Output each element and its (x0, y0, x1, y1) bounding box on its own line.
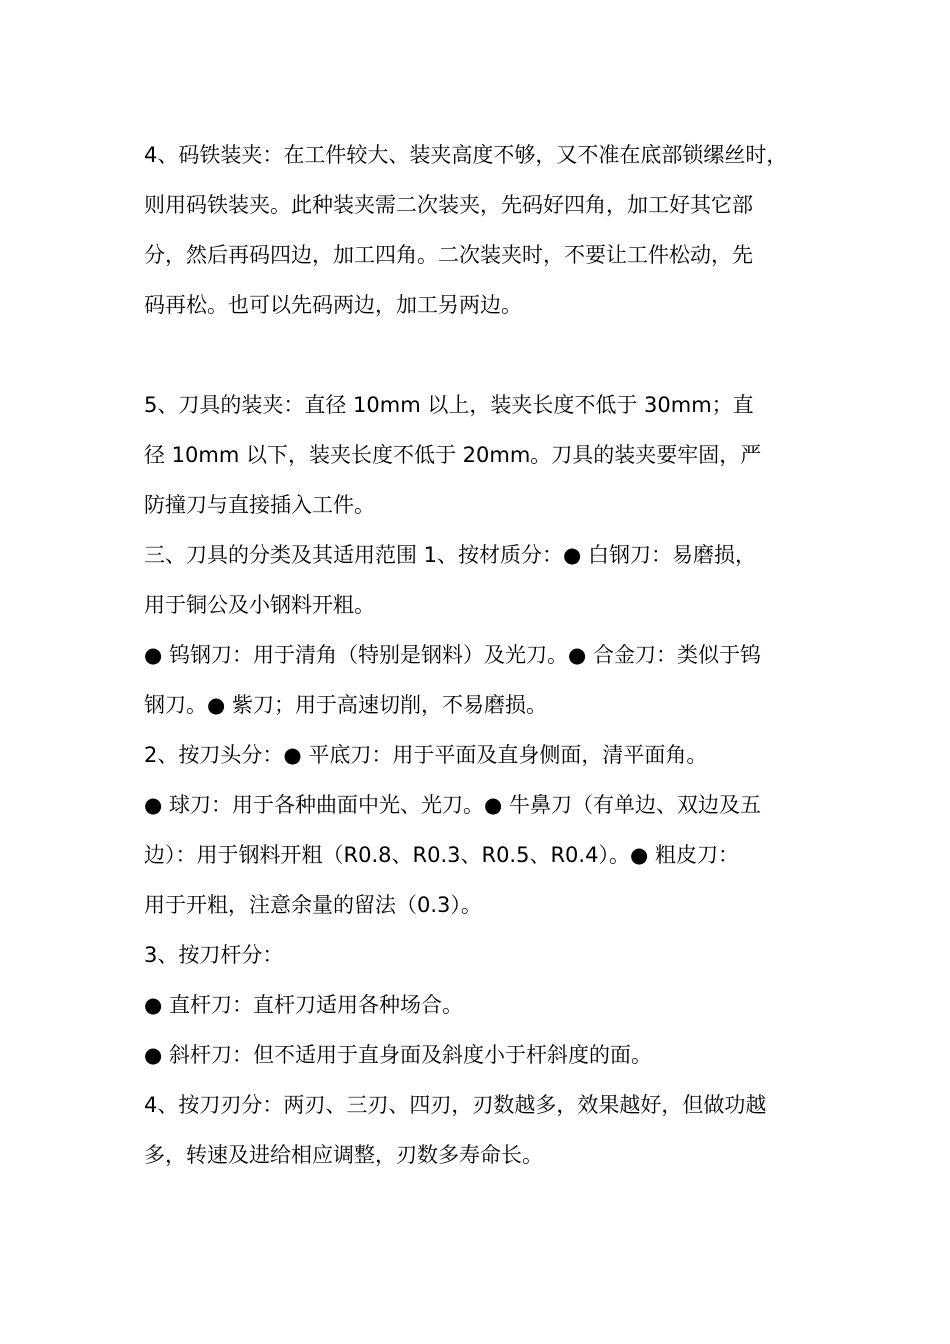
paragraph-straight-shank (144, 980, 824, 1030)
paragraph-tungsten-tools (144, 630, 824, 730)
text-line: 用于铜公及小钢料开粗。 (144, 593, 375, 617)
text-line: 用于开粗，注意余量的留法（0.3）。 (144, 893, 482, 917)
paragraph-by-flutes (144, 1080, 824, 1180)
text-line: 防撞刀与直接插入工件。 (144, 493, 375, 517)
text-line: 则用码铁装夹。此种装夹需二次装夹，先码好四角，加工好其它部 (144, 193, 753, 217)
paragraph-tapered-shank (144, 1030, 824, 1080)
paragraph-by-shank (144, 930, 824, 980)
text-line: 4、按刀刃分：两刃、三刃、四刃，刃数越多，效果越好，但做功越 (144, 1093, 767, 1117)
text-line: 钢刀。● 紫刀；用于高速切削，不易磨损。 (144, 693, 547, 717)
text-line: 多，转速及进给相应调整，刃数多寿命长。 (144, 1143, 543, 1167)
text-line: ● 钨钢刀：用于清角（特别是钢料）及光刀。● 合金刀：类似于钨 (144, 643, 761, 667)
paragraph-tool-classification (144, 530, 824, 630)
text-line: 码再松。也可以先码两边，加工另两边。 (144, 293, 522, 317)
text-line: 径 10mm 以下，装夹长度不低于 20mm。刀具的装夹要牢固，严 (144, 443, 762, 467)
text-line: ● 直杆刀：直杆刀适用各种场合。 (144, 993, 463, 1017)
paragraph-clamp-iron (144, 130, 824, 330)
text-line: 4、码铁装夹：在工件较大、装夹高度不够，又不准在底部锁缧丝时， (144, 143, 788, 167)
text-line: ● 球刀：用于各种曲面中光、光刀。● 牛鼻刀（有单边、双边及五 (144, 793, 761, 817)
text-line: 三、刀具的分类及其适用范围 1、按材质分：● 白钢刀：易磨损， (144, 543, 757, 567)
paragraph-by-head (144, 730, 824, 780)
text-line: 2、按刀头分：● 平底刀：用于平面及直身侧面，清平面角。 (144, 743, 708, 767)
text-line: 3、按刀杆分： (144, 943, 284, 967)
text-line: 分，然后再码四边，加工四角。二次装夹时，不要让工件松动，先 (144, 243, 753, 267)
text-line: ● 斜杆刀：但不适用于直身面及斜度小于杆斜度的面。 (144, 1043, 652, 1067)
text-line: 5、刀具的装夹：直径 10mm 以上，装夹长度不低于 30mm；直 (144, 393, 754, 417)
paragraph-ball-tools (144, 780, 824, 930)
document-body (144, 130, 824, 1180)
paragraph-tool-clamping (144, 380, 824, 530)
paragraph-gap (144, 330, 824, 380)
text-line: 边）：用于钢料开粗（R0.8、R0.3、R0.5、R0.4）。● 粗皮刀： (144, 843, 739, 867)
